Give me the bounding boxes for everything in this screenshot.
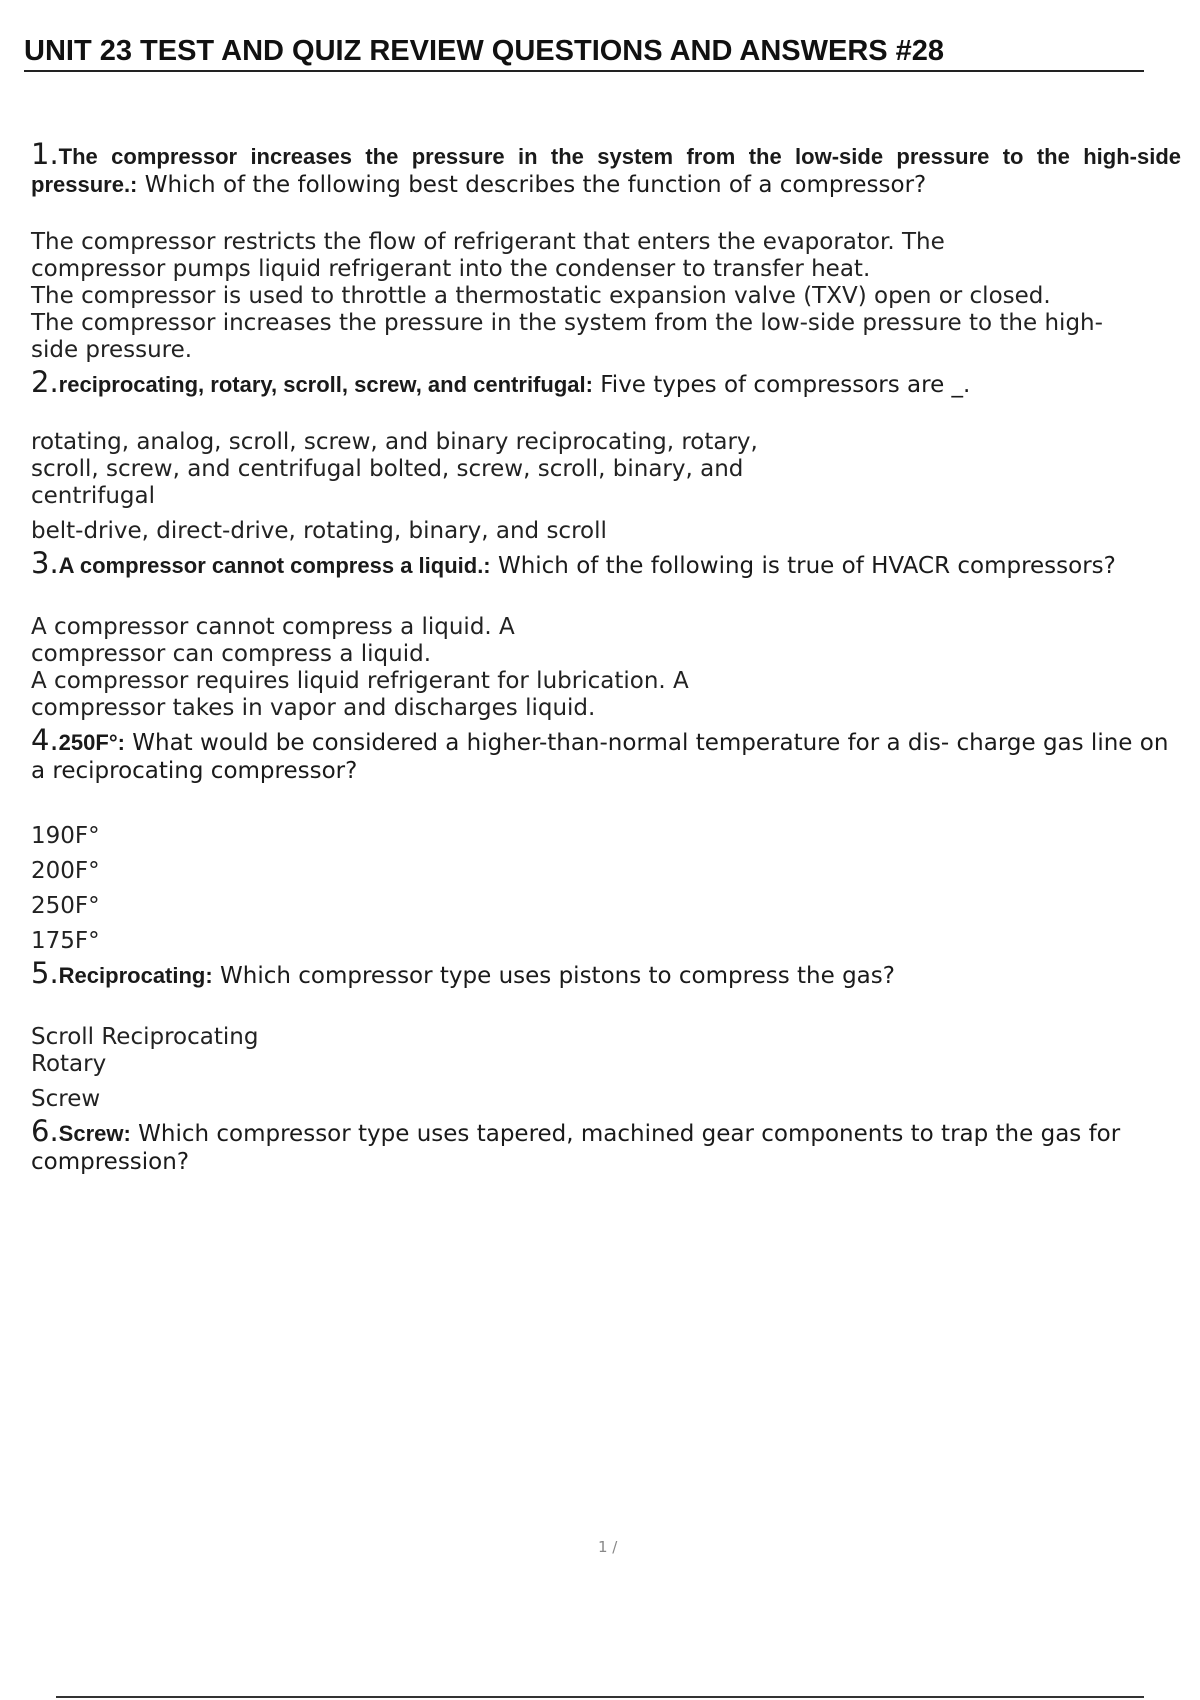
option-line: 190F°: [31, 823, 100, 849]
option-line: The compressor increases the pressure in the system from the low-side pressure to the high-: [31, 310, 1103, 336]
question-prompt: Which of the following is true of HVACR compressors?: [490, 553, 1116, 579]
question-2: [31, 365, 1181, 545]
option-line: compressor takes in vapor and discharges liquid.: [31, 695, 596, 721]
question-number: 4.: [31, 723, 59, 757]
option-line: belt-drive, direct-drive, rotating, binary, and scroll: [31, 518, 607, 544]
question-6: [31, 1114, 1181, 1176]
question-answer: The compressor increases the pressure in the system from the low-side pressure to the high-side pressure.:: [31, 144, 1181, 197]
question-4: [31, 723, 1181, 955]
answer-options: [31, 1024, 1181, 1113]
question-prompt: Which of the following best describes the function of a compressor?: [137, 172, 927, 198]
question-prompt: Which compressor type uses tapered, machined gear components to trap the gas for compression?: [31, 1121, 1121, 1175]
question-prompt: What would be considered a higher-than-normal temperature for a dis- charge gas line on a reciprocating compressor?: [31, 730, 1169, 784]
option-line: centrifugal: [31, 483, 155, 509]
option-line: compressor can compress a liquid.: [31, 641, 432, 667]
option-line: Rotary: [31, 1051, 107, 1077]
question-answer: reciprocating, rotary, scroll, screw, and centrifugal:: [58, 372, 593, 397]
option-line: A compressor cannot compress a liquid. A: [31, 614, 515, 640]
option-line: Scroll Reciprocating: [31, 1024, 259, 1050]
question-number: 6.: [31, 1114, 59, 1148]
question-number: 3.: [31, 546, 59, 580]
answer-options: [31, 614, 1181, 722]
question-5-heading: [31, 956, 1181, 990]
question-3: [31, 546, 1181, 722]
option-line: side pressure.: [31, 337, 193, 363]
answer-options: [31, 823, 1181, 955]
option-line: 175F°: [31, 928, 100, 954]
option-line: 250F°: [31, 893, 100, 919]
question-answer: 250F°:: [58, 730, 125, 755]
option-line: 200F°: [31, 858, 100, 884]
question-prompt: Which compressor type uses pistons to compress the gas?: [212, 963, 895, 989]
question-list: [31, 137, 1181, 1176]
question-5: [31, 956, 1181, 1113]
page-number: 1 /: [598, 1538, 618, 1556]
option-line: The compressor is used to throttle a thermostatic expansion valve (TXV) open or closed.: [31, 283, 1051, 309]
answer-options: [31, 429, 1181, 545]
question-1: [31, 137, 1181, 364]
option-line: rotating, analog, scroll, screw, and binary reciprocating, rotary,: [31, 429, 758, 455]
question-2-heading: [31, 365, 1181, 399]
question-number: 5.: [31, 956, 59, 990]
question-3-heading: [31, 546, 1181, 580]
question-1-heading: [31, 137, 1181, 199]
document-title: UNIT 23 TEST AND QUIZ REVIEW QUESTIONS AND ANSWERS #28: [24, 34, 1144, 72]
option-line: Screw: [31, 1086, 101, 1112]
option-line: A compressor requires liquid refrigerant for lubrication. A: [31, 668, 689, 694]
question-prompt: Five types of compressors are _.: [592, 372, 971, 398]
question-number: 1.: [31, 137, 59, 171]
answer-options: [31, 229, 1181, 364]
question-4-heading: [31, 723, 1181, 785]
question-number: 2.: [31, 365, 59, 399]
footer-divider: [56, 1696, 1144, 1698]
question-6-heading: [31, 1114, 1181, 1176]
option-line: The compressor restricts the flow of refrigerant that enters the evaporator. The: [31, 229, 945, 255]
question-answer: A compressor cannot compress a liquid.:: [58, 553, 491, 578]
option-line: compressor pumps liquid refrigerant into the condenser to transfer heat.: [31, 256, 871, 282]
question-answer: Screw:: [58, 1121, 131, 1146]
option-line: scroll, screw, and centrifugal bolted, screw, scroll, binary, and: [31, 456, 744, 482]
question-answer: Reciprocating:: [58, 963, 213, 988]
